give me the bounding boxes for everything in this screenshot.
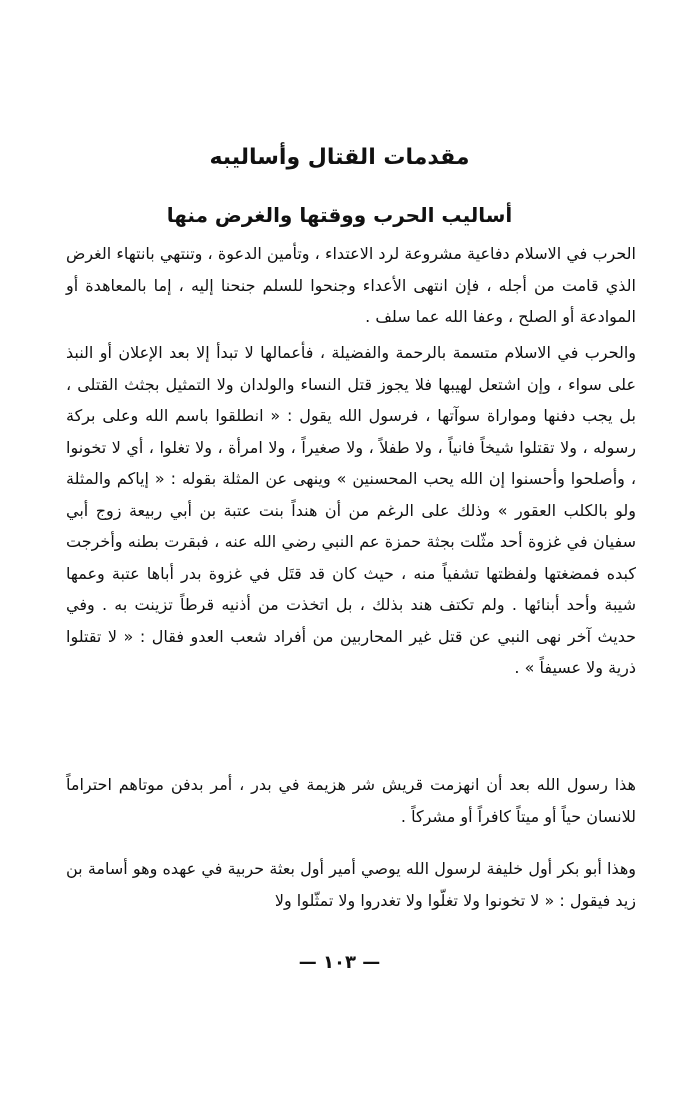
page-number: — ١٠٣ —	[298, 952, 381, 973]
paragraph-3: هذا رسول الله بعد أن انهزمت قريش شر هزيمة في بدر ، أمر بدفن موتاهم احتراماً للانسان حياً أو ميتاً كافراً أو مشركاً .	[66, 775, 636, 826]
paragraph-4: وهذا أبو بكر أول خليفة لرسول الله يوصي أمير أول بعثة حربية في عهده وهو أسامة بن زيد فيقول : « لا تخونوا ولا تغلّوا ولا تغدروا ولا تمثّلوا ولا	[66, 859, 636, 910]
paragraph-2: والحرب في الاسلام متسمة بالرحمة والفضيلة ، فأعمالها لا تبدأ إلا بعد الإعلان أو النبذ على سواء ، وإن اشتعل لهيبها فلا يجوز قتل النساء والولدان ولا التمثيل بجثث القتلى ، بل يجب دفنها ومواراة سوآتها ، فرسول الله يقول : « انطلقوا باسم الله وعلى بركة رسوله ، ولا تقتلوا شيخاً فانياً ، ولا طفلاً ، ولا صغيراً ، ولا امرأة ، ولا تغلوا ، أي لا تخونوا ، وأصلحوا وأحسنوا إن الله يحب المحسنين » وينهى عن المثلة بقوله : « إياكم والمثلة ولو بالكلب العقور » وذلك على الرغم من أن هنداً بنت عتبة بن أبي ربيعة زوج أبي سفيان في غزوة أحد مثّلت بجثة حمزة عم النبي رضي الله عنه ، فبقرت بطنه وأخرجت كبده فمضغتها ولفظتها تشفياً منه ، حيث كان قد قتَل في غزوة بدر أباها عتبة وعمها شيبة وأحد أبنائها . ولم تكتف هند بذلك ، بل اتخذت من أذنيه قرطاً تزينت به . وفي حديث آخر نهى النبي عن قتل غير المحاربين من أفراد شعب العدو فقال : « لا تقتلوا ذرية ولا عسيفاً » .	[66, 343, 636, 677]
section-subtitle: أساليب الحرب ووقتها والغرض منها	[166, 203, 513, 227]
paragraph-1: الحرب في الاسلام دفاعية مشروعة لرد الاعتداء ، وتأمين الدعوة ، وتنتهي بانتهاء الغرض الذي قامت من أجله ، فإن انتهى الأعداء وجنحوا للسلم جنحنا إليه ، إما بالمعاهدة أو الموادعة أو الصلح ، وعفا الله عما سلف .	[66, 244, 636, 326]
chapter-title: مقدمات القتال وأساليبه	[209, 145, 470, 170]
